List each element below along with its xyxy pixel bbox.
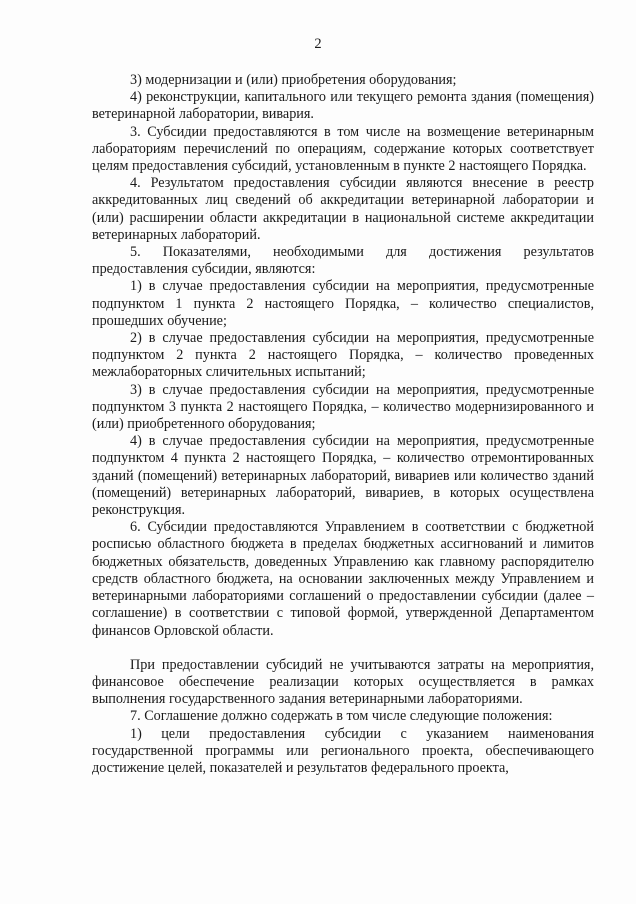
paragraph-item-3: 3) модернизации и (или) приобретения оборудования;	[130, 72, 457, 88]
paragraph-item-4: 4) реконструкции, капитального или текущего ремонта здания (помещения) ветеринарной лаборатории, вивария.	[92, 89, 594, 123]
page-number: 2	[314, 36, 322, 52]
paragraph-indicator-3: 3) в случае предоставления субсидии на мероприятия, предусмотренные подпунктом 3 пункта 2 настоящего Порядка, – количество модернизированного и (или) приобретенного оборудования;	[92, 381, 594, 433]
paragraph-costs-note: При предоставлении субсидий не учитываются затраты на мероприятия, финансовое обеспечение реализации которых осуществляется в рамках выполнения государственного задания ветеринарными лабораториями.	[92, 656, 594, 708]
document-body	[92, 72, 594, 777]
paragraph-clause-4: 4. Результатом предоставления субсидии являются внесение в реестр аккредитованных лиц сведений об аккредитации ветеринарной лаборатории и (или) расширении области аккредитации в национальной системе аккредитации ветеринарных лабораторий.	[92, 175, 594, 243]
paragraph-indicator-1: 1) в случае предоставления субсидии на мероприятия, предусмотренные подпунктом 1 пункта 2 настоящего Порядка, – количество специалистов, прошедших обучение;	[92, 278, 594, 329]
paragraph-clause-6: 6. Субсидии предоставляются Управлением в соответствии с бюджетной росписью областного бюджета в пределах бюджетных ассигнований и лимитов бюджетных обязательств, доведенных Управлению как главному распорядителю средств областного бюджета, на основании заключенных между Управлением и ветеринарными лабораториями соглашений о предоставлении субсидии (далее – соглашение) в соответствии с типовой формой, утвержденной Департаментом финансов Орловской области.	[92, 519, 594, 639]
paragraph-indicator-4: 4) в случае предоставления субсидии на мероприятия, предусмотренные подпунктом 4 пункта 2 настоящего Порядка, – количество отремонтированных зданий (помещений) ветеринарных лабораторий, вивариев или количество зданий (помещений) ветеринарных лабораторий, вивариев, в которых осуществлена реконструкция.	[92, 433, 594, 519]
paragraph-indicator-2: 2) в случае предоставления субсидии на мероприятия, предусмотренные подпунктом 2 пункта 2 настоящего Порядка, – количество проведенных межлабораторных сличительных испытаний;	[92, 330, 594, 381]
paragraph-clause-5: 5. Показателями, необходимыми для достижения результатов предоставления субсидии, являются:	[92, 244, 594, 278]
paragraph-clause-7: 7. Соглашение должно содержать в том числе следующие положения:	[130, 708, 553, 725]
paragraph-clause-3: 3. Субсидии предоставляются в том числе на возмещение ветеринарным лабораториям перечислений по операциям, содержание которых соответствует целям предоставления субсидий, установленным в пункте 2 настоящего Порядка.	[92, 123, 594, 175]
paragraph-agreement-item-1: 1) цели предоставления субсидии с указанием наименования государственной программы или регионального проекта, обеспечивающего достижение целей, показателей и результатов федерального проекта,	[92, 725, 594, 776]
